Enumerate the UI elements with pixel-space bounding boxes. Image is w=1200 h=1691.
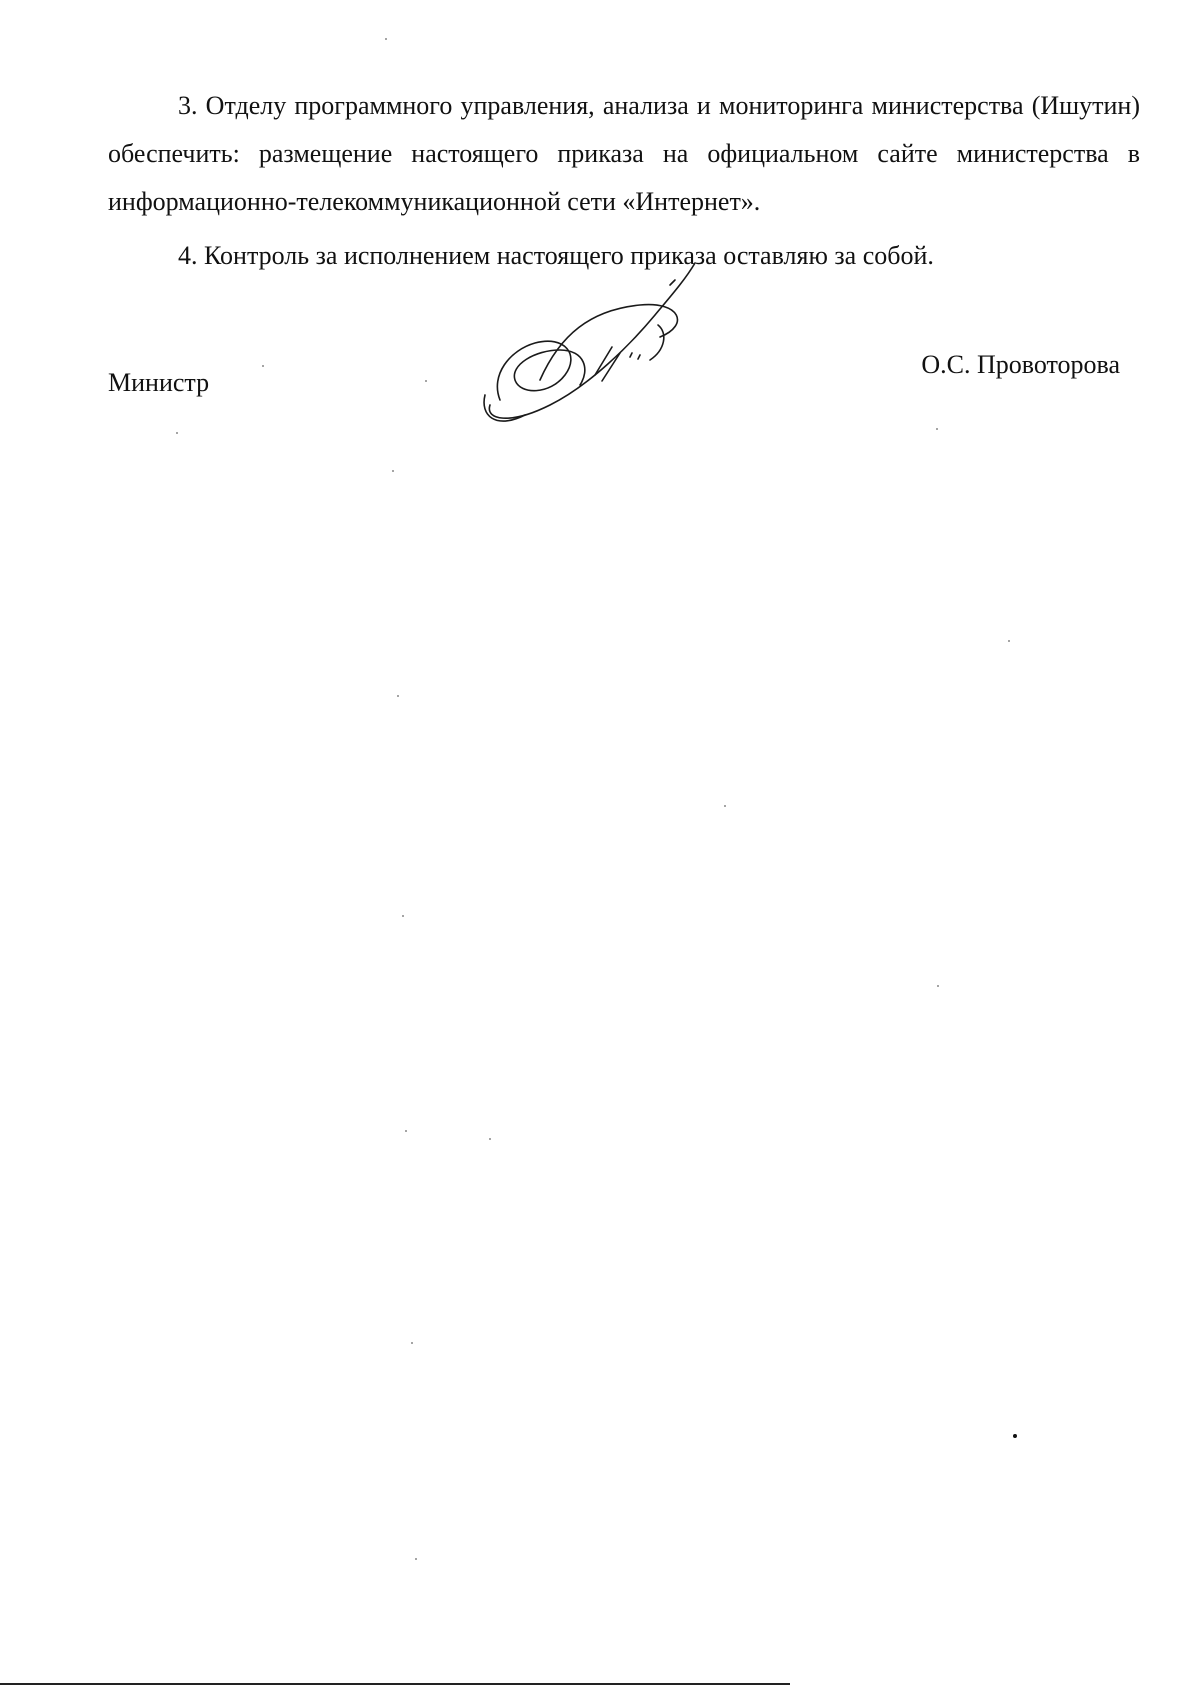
scan-speck [385, 38, 387, 40]
scan-speck [176, 432, 178, 434]
scan-speck [1008, 640, 1010, 642]
signature-block [108, 340, 1120, 430]
paragraph-4: 4. Контроль за исполнением настоящего приказа оставляю за собой. [178, 241, 934, 270]
scan-speck [936, 428, 938, 430]
signatory-name: О.С. Провоторова [921, 350, 1120, 379]
scan-bottom-edge [0, 1683, 790, 1685]
scan-speck [425, 380, 427, 382]
scan-speck [392, 470, 394, 472]
scan-speck [1013, 1434, 1017, 1438]
scan-speck [402, 915, 404, 917]
scan-speck [397, 695, 399, 697]
scan-speck [411, 1342, 413, 1344]
scan-speck [937, 985, 939, 987]
scan-speck [724, 805, 726, 807]
scan-speck [489, 1138, 491, 1140]
scan-speck [415, 1558, 417, 1560]
paragraph-3: 3. Отделу программного управления, анализа и мониторинга министерства (Ишутин) обеспечить: размещение настоящего приказа на официальном сайте министерства в информационно-телекоммуникационной сети «Интернет». [108, 91, 1140, 216]
scan-speck [262, 365, 264, 367]
scan-speck [405, 1130, 407, 1132]
signatory-title: Министр [108, 368, 210, 397]
